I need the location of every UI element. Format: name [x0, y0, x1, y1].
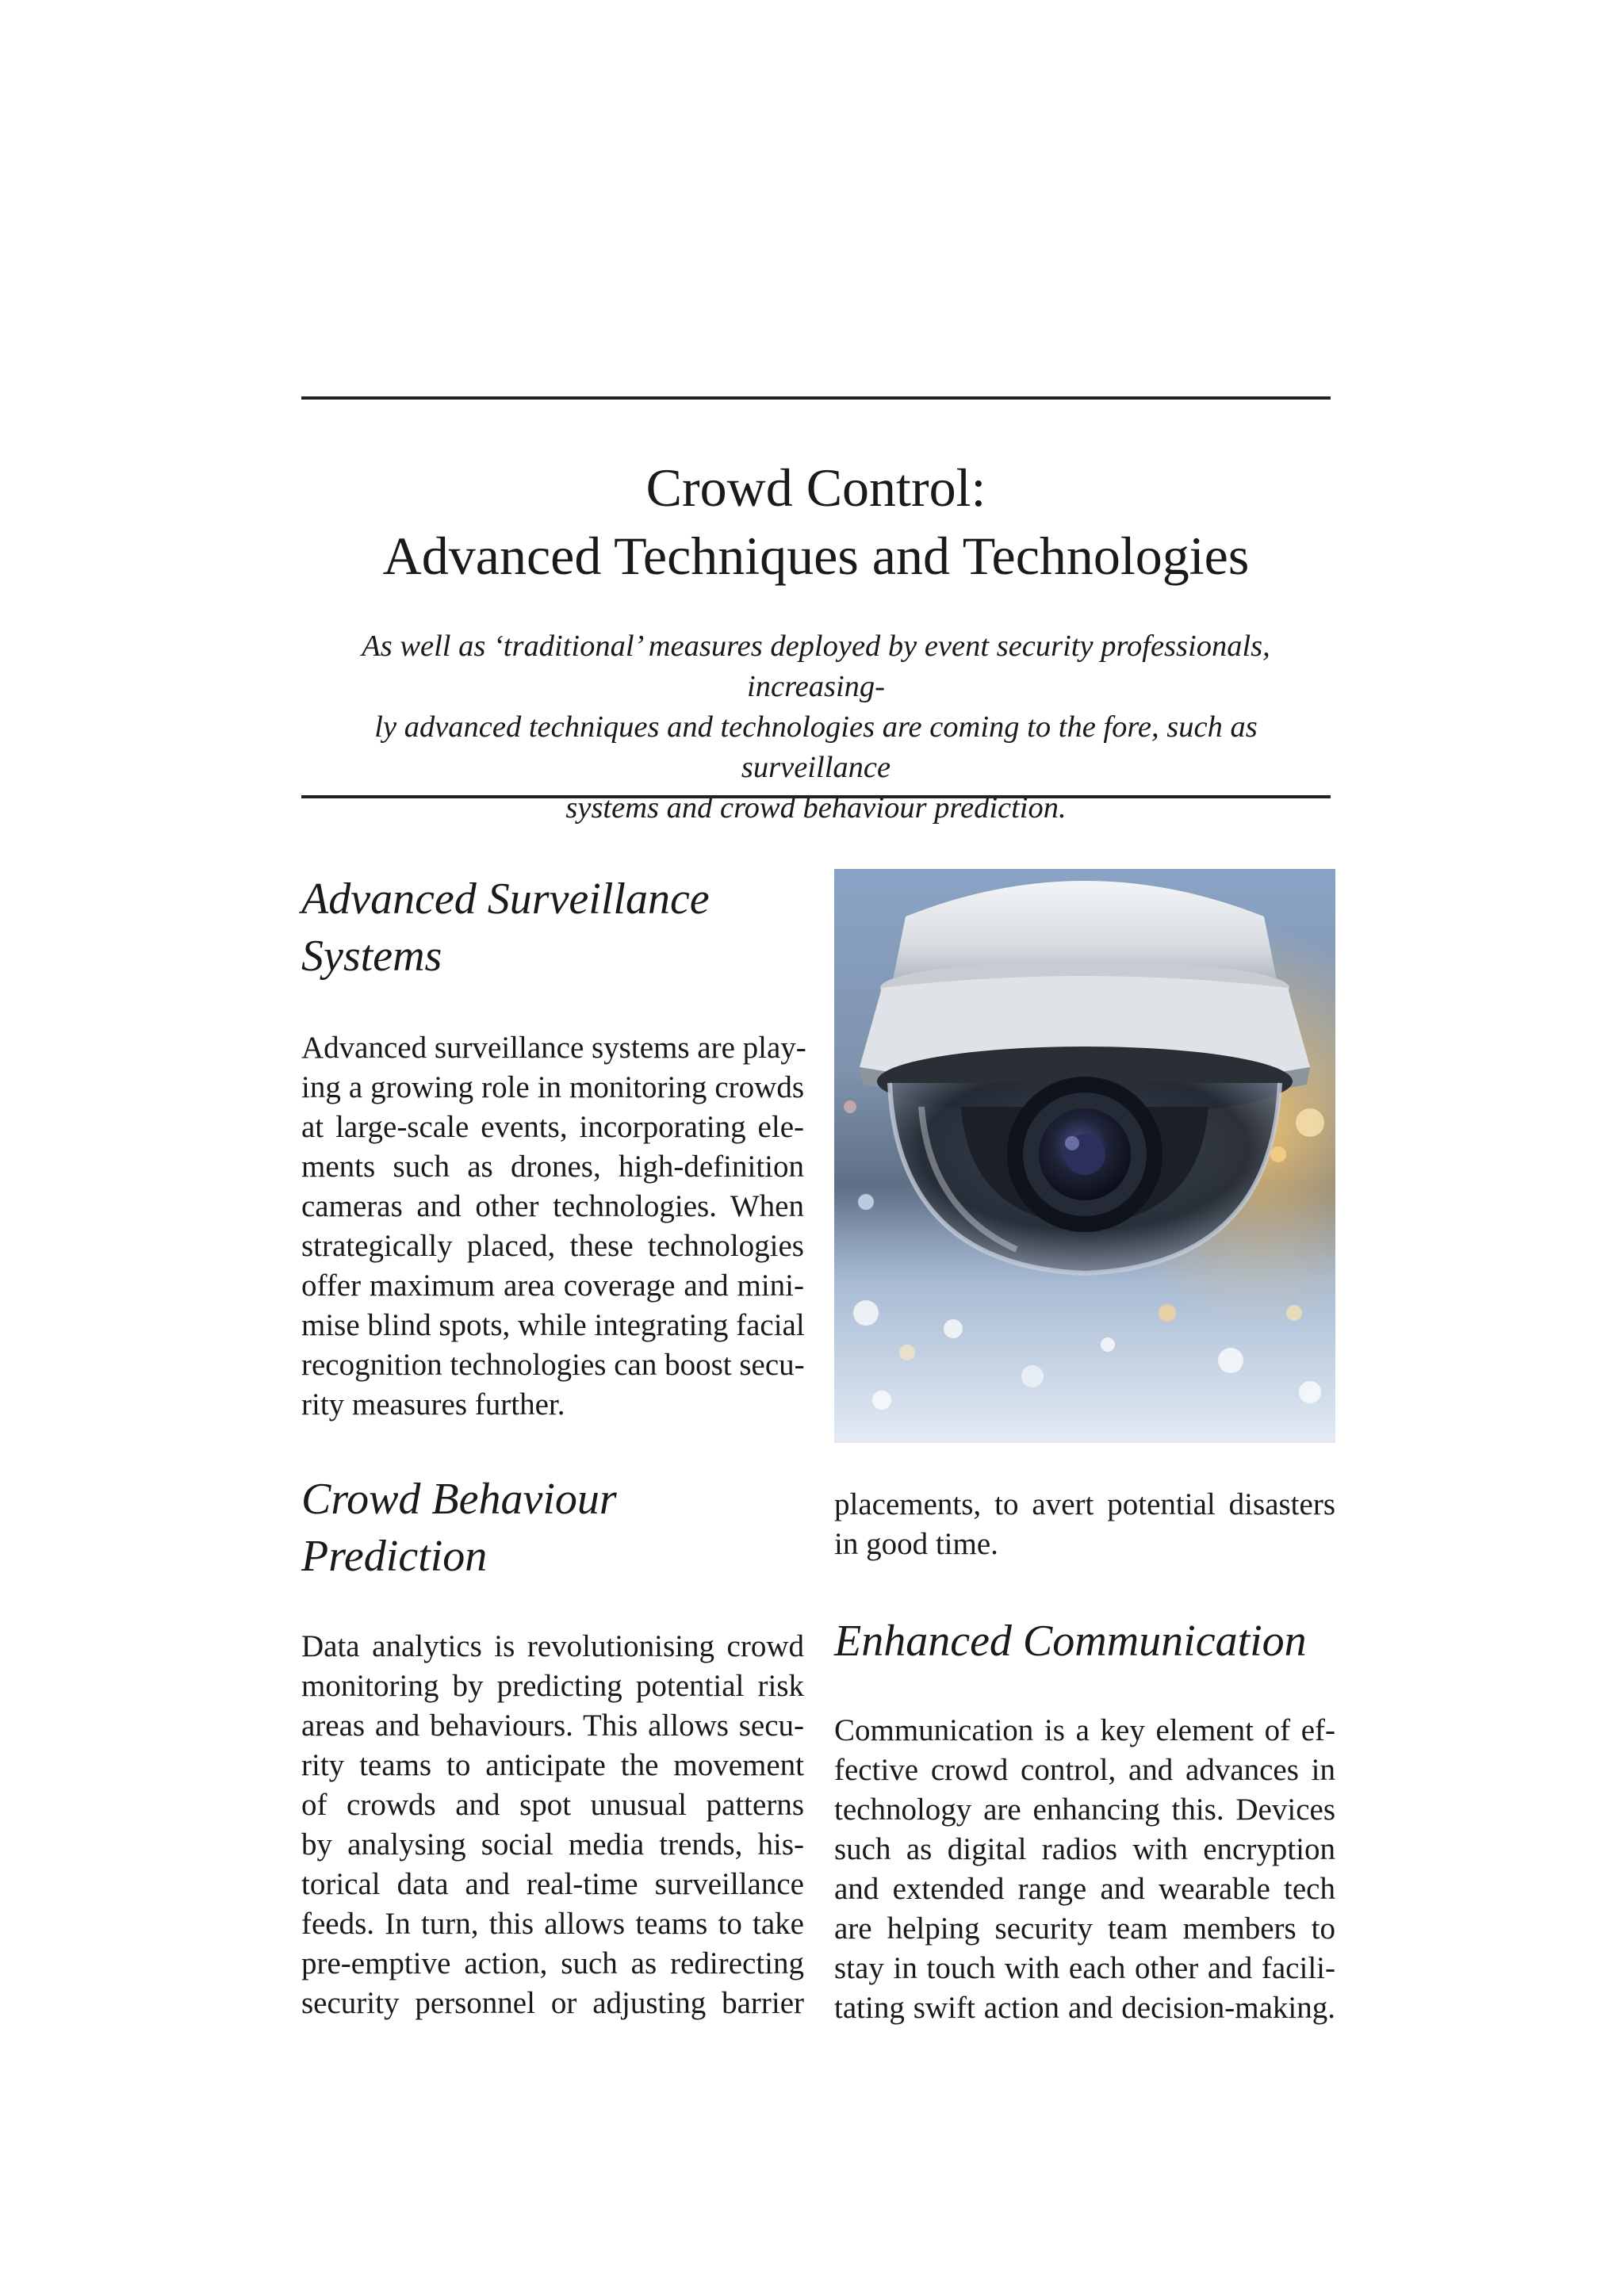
section-heading-prediction: [301, 1471, 793, 1585]
body-line: stay in touch with each other and facili-: [834, 1951, 1335, 1985]
body-line: monitoring by predicting potential risk: [301, 1669, 804, 1703]
standfirst-line: ly advanced techniques and technologies are coming to the fore, such as surveillance: [374, 710, 1258, 784]
body-line: technology are enhancing this. Devices: [834, 1793, 1335, 1827]
body-line: ing a growing role in monitoring crowds: [301, 1070, 804, 1104]
top-divider-rule: [301, 396, 1331, 400]
body-line: areas and behaviours. This allows secu-: [301, 1709, 804, 1743]
body-line: rity teams to anticipate the movement: [301, 1748, 804, 1782]
section-heading-line: Systems: [301, 932, 442, 981]
article-title-line: Advanced Techniques and Technologies: [382, 526, 1250, 586]
section-body-surveillance: [301, 1028, 804, 1425]
standfirst-line: systems and crowd behaviour prediction.: [565, 791, 1067, 825]
section-heading-line: Advanced Surveillance: [301, 874, 710, 924]
body-line: mise blind spots, while integrating facial: [301, 1308, 805, 1342]
section-body-communication: [834, 1711, 1335, 2028]
section-heading-line: Prediction: [301, 1532, 488, 1581]
body-line: at large-scale events, incorporating ele-: [301, 1110, 804, 1144]
body-line: in good time.: [834, 1527, 998, 1561]
body-line: strategically placed, these technologies: [301, 1229, 804, 1263]
body-line: Communication is a key element of ef-: [834, 1713, 1335, 1747]
body-line: are helping security team members to: [834, 1911, 1335, 1946]
body-line: tating swift action and decision-making.: [834, 1991, 1335, 2025]
body-line: cameras and other technologies. When: [301, 1189, 804, 1223]
body-line: feeds. In turn, this allows teams to take: [301, 1907, 804, 1941]
section-heading-surveillance: [301, 871, 793, 985]
body-line: Data analytics is revolutionising crowd: [301, 1629, 804, 1663]
article-title-line: Crowd Control:: [645, 457, 986, 518]
article-title: [301, 453, 1331, 590]
section-body-prediction: [301, 1627, 804, 2023]
cctv-camera-photo: [834, 869, 1335, 1443]
body-line: torical data and real-time surveillance: [301, 1867, 804, 1901]
section-body-prediction-continued: [834, 1485, 1335, 1564]
body-line: of crowds and spot unusual patterns: [301, 1788, 804, 1822]
body-line: recognition technologies can boost secu-: [301, 1348, 805, 1382]
section-heading-communication: Enhanced Communication: [834, 1617, 1307, 1666]
body-line: pre-emptive action, such as redirecting: [301, 1946, 804, 1980]
body-line: by analysing social media trends, his-: [301, 1827, 804, 1862]
standfirst-line: As well as ‘traditional’ measures deployed by event security professionals, increasing-: [362, 629, 1270, 703]
body-line: Advanced surveillance systems are play-: [301, 1031, 806, 1065]
body-line: rity measures further.: [301, 1387, 565, 1422]
body-line: and extended range and wearable tech: [834, 1872, 1335, 1906]
body-line: offer maximum area coverage and mini-: [301, 1269, 804, 1303]
body-line: placements, to avert potential disasters: [834, 1487, 1335, 1521]
bottom-divider-rule: [301, 795, 1331, 798]
body-line: such as digital radios with encryption: [834, 1832, 1335, 1866]
body-line: ments such as drones, high-definition: [301, 1150, 804, 1184]
body-line: security personnel or adjusting barrier: [301, 1986, 804, 2020]
body-line: fective crowd control, and advances in: [834, 1753, 1335, 1787]
section-heading-line: Crowd Behaviour: [301, 1475, 617, 1524]
